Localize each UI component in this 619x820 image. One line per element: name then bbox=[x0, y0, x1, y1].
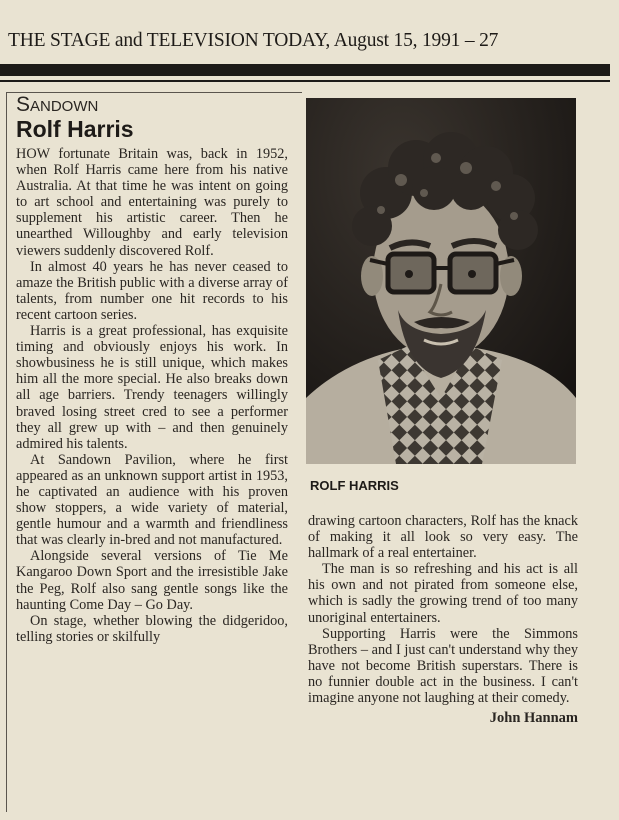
masthead-rule-thin bbox=[0, 80, 610, 82]
photo-caption: ROLF HARRIS bbox=[310, 478, 399, 493]
paragraph: In almost 40 years he has never ceased to amaze the British public with a diverse array of talents, from number one hit records to his recent cartoon series. bbox=[16, 258, 288, 323]
paragraph: Harris is a great professional, has exquisite timing and obviously enjoys his work. In showbusiness he is still unique, which makes him all the more special. He also breaks down all age barriers. Trendy teenagers willingly braved losing street cred to see a performer they all grew up with – and then genuinely admired his talents. bbox=[16, 323, 288, 452]
portrait-illustration bbox=[306, 98, 576, 464]
paragraph: Supporting Harris were the Simmons Brothers – and I just can't understand why they have not become British superstars. There is no funnier double act in the business. I can't imagine anyone not laughing at their comedy. bbox=[308, 625, 578, 707]
masthead-rule-thick bbox=[0, 64, 610, 76]
paragraph: HOW fortunate Britain was, back in 1952, when Rolf Harris came here from his native Australia. At that time he was intent on going to art school and entertaining was purely to supplement his artistic career. Then he unearthed Willoughby and early television viewers suddenly discovered Rolf. bbox=[16, 146, 288, 259]
paragraph: At Sandown Pavilion, where he first appeared as an unknown support artist in 1953, he captivated an audience with his proven show stoppers, a wide variety of material, gentle humour and a warmth and friendliness that was clearly in-bred and not manufactured. bbox=[16, 451, 288, 549]
column-border-left bbox=[6, 92, 7, 812]
paragraph: drawing cartoon characters, Rolf has the knack of making it all look so very easy. The hallmark of a real entertainer. bbox=[308, 513, 578, 562]
article-left-column bbox=[16, 94, 288, 645]
portrait-photo bbox=[306, 98, 576, 464]
article-body-right bbox=[308, 513, 578, 706]
paragraph: On stage, whether blowing the didgeridoo, telling stories or skilfully bbox=[16, 612, 288, 645]
article-kicker: Sandown bbox=[16, 93, 99, 116]
byline: John Hannam bbox=[489, 710, 578, 727]
article-headline: Rolf Harris bbox=[16, 116, 134, 142]
paragraph: The man is so refreshing and his act is all his own and not pirated from someone else, which is sadly the growing trend of too many unoriginal entertainers. bbox=[308, 561, 578, 626]
article-body-left bbox=[16, 146, 288, 645]
paragraph: Alongside several versions of Tie Me Kangaroo Down Sport and the irresistible Jake the Peg, Rolf also sang gentle songs like the haunting Come Day – Go Day. bbox=[16, 548, 288, 613]
masthead: THE STAGE and TELEVISION TODAY, August 15, 1991 – 27 bbox=[8, 30, 499, 51]
article-right-column bbox=[308, 513, 578, 727]
